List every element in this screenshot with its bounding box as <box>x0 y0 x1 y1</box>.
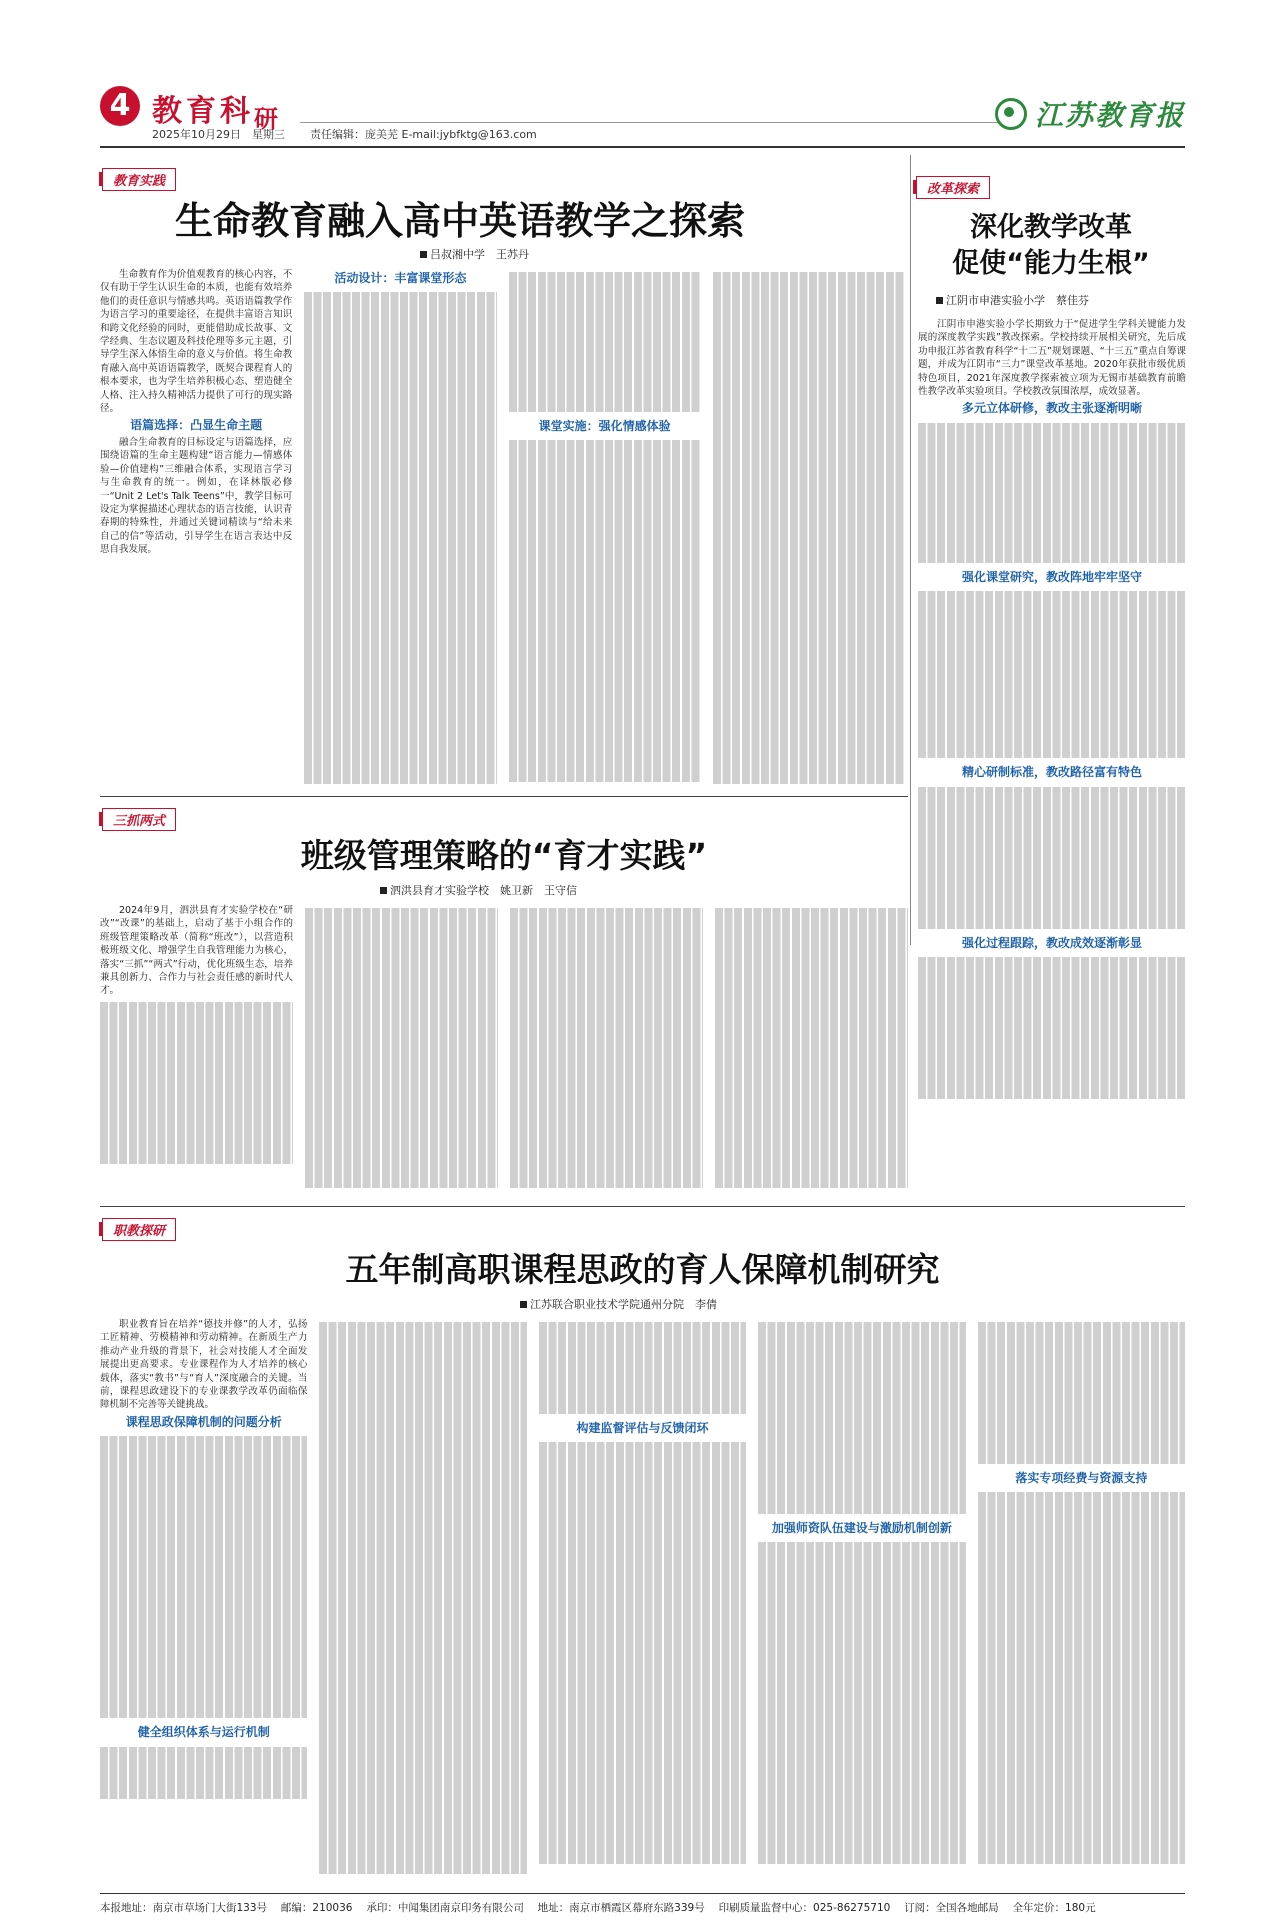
newspaper-logo-icon <box>995 98 1027 130</box>
article3-col-4 <box>715 904 908 1194</box>
article2-col-1 <box>918 318 1186 1180</box>
section-title-sub: 研 <box>254 104 282 133</box>
article4-sub2-text <box>100 1743 307 1803</box>
article3-intro: 2024年9月，泗洪县育才实验学校在“研改”“改课”的基础上，启动了基于小组合作的班级管理策略改革（简称“班改”），以营造积极班级文化、增强学生自我管理能力为核心，落实“三抓”“两式”行动，优化班级生态，培养兼具创新力、合作力与社会责任感的新时代人才。 <box>100 905 293 997</box>
article2-byline-author: 蔡佳芬 <box>1056 294 1089 307</box>
article2-sub4-text <box>918 953 1186 1103</box>
article4-col-2-text <box>319 1318 526 1878</box>
article2-sub1-text <box>918 419 1186 567</box>
article1-sub1-lead: 融合生命教育的目标设定与语篇选择，应围绕语篇的生命主题构建“语言能力—情感体验—价值建构”三维融合体系，实现语言学习与生命教育的统一。例如，在译林版必修一“Unit 2 Let's Talk Teens”中，教学目标可设定为掌握描述心理状态的语言技能，认识青春期的特殊性，并通过关键词精读与“给未来自己的信”等活动，引导学生在语言表达中反思自我发展。 <box>100 436 293 556</box>
article3-byline <box>380 882 577 898</box>
article4-byline <box>520 1296 717 1312</box>
article1-byline-author: 王苏丹 <box>496 248 529 261</box>
section-title-main: 教育科 <box>152 94 254 129</box>
article4-col-4-text-b <box>758 1538 965 1868</box>
footer-printer-address: 地址：南京市栖霞区幕府东路339号 <box>537 1902 705 1914</box>
divider-article1 <box>100 796 908 797</box>
masthead-rule <box>300 122 1000 123</box>
article2-subhead-1: 多元立体研修，教改主张逐渐明晰 <box>961 401 1142 416</box>
byline-marker-icon <box>420 251 427 258</box>
article4-col-5-text-a <box>978 1318 1185 1468</box>
divider-article3 <box>100 1206 1185 1207</box>
editor-contact: 责任编辑：庞美芜 E-mail:jybfktg@163.com <box>310 128 537 141</box>
article2-byline-org: 江阴市申港实验小学 <box>946 294 1045 307</box>
article4-col-4-text-a <box>758 1318 965 1518</box>
article1-intro: 生命教育作为价值观教育的核心内容，不仅有助于学生认识生命的本质，也能有效培养他们的责任意识与情感共鸣。英语语篇教学作为语言学习的重要途径，在提供丰富语言知识和跨文化经验的同时，更能借助成长故事、文学经典、生态议题及科技伦理等多元主题，引导学生深入体悟生命的意义与价值。将生命教育融入高中英语语篇教学，既契合课程育人的根本要求，也为学生培养积极心态、塑造健全人格、注入持久精神活力提供了可行的现实路径。 <box>100 269 293 415</box>
article4-col-1 <box>100 1318 307 1884</box>
article2-subhead-2: 强化课堂研究，教改阵地牢牢坚守 <box>961 569 1142 584</box>
article3-byline-org: 泗洪县育才实验学校 <box>390 884 489 897</box>
article1-subhead-3: 课堂实施：强化情感体验 <box>538 419 671 433</box>
byline-marker-icon <box>520 1301 527 1308</box>
article2-sub3-text <box>918 783 1186 933</box>
article1-headline: 生命教育融入高中英语教学之探索 <box>174 199 745 243</box>
article1-col-3-text-b <box>509 436 701 786</box>
article1-col-3 <box>509 268 701 792</box>
article4-subhead-1: 课程思政保障机制的问题分析 <box>125 1414 282 1429</box>
article1-tag: 教育实践 <box>102 168 176 191</box>
article3-tag: 三抓两式 <box>102 808 176 831</box>
article4-subhead-2: 健全组织体系与运行机制 <box>137 1725 270 1740</box>
column-divider-right <box>910 155 911 945</box>
article2-body <box>918 318 1186 1180</box>
article4-byline-org: 江苏联合职业技术学院通州分院 <box>530 1298 684 1311</box>
article4-byline-author: 李倩 <box>695 1298 717 1311</box>
article4-subhead-5: 落实专项经费与资源支持 <box>1015 1471 1148 1485</box>
article4-col-3-text-b <box>539 1438 746 1868</box>
article1-byline <box>420 246 529 262</box>
article1-col-2-text <box>304 288 496 788</box>
footer-postcode: 邮编：210036 <box>280 1902 353 1914</box>
article3-headline: 班级管理策略的“育才实践” <box>300 836 708 875</box>
article2-subhead-3: 精心研制标准，教改路径富有特色 <box>961 765 1142 780</box>
article1-subhead-1: 语篇选择：凸显生命主题 <box>130 418 263 433</box>
article4-col-3 <box>539 1318 746 1884</box>
section-title <box>152 86 282 133</box>
article2-subhead-4: 强化过程跟踪，教改成效逐渐彰显 <box>961 935 1142 950</box>
article1-byline-org: 吕叔湘中学 <box>430 248 485 261</box>
article4-headline: 五年制高职课程思政的育人保障机制研究 <box>345 1250 940 1289</box>
article2-byline <box>936 292 1089 308</box>
masthead-divider <box>100 146 1185 148</box>
article4-intro: 职业教育旨在培养“德技并修”的人才，弘扬工匠精神、劳模精神和劳动精神。在新质生产力推动产业升级的背景下，社会对技能人才全面发展提出更高要求。专业课程作为人才培养的核心载体，落实“教书”与“育人”深度融合的关键。当前，课程思政建设下的专业课教学改革仍面临保障机制不完善等关键挑战。 <box>100 1319 308 1411</box>
article3-col-1-text <box>100 998 293 1168</box>
footer-price: 全年定价：180元 <box>1012 1902 1096 1914</box>
newspaper-logo-text: 江苏教育报 <box>1034 99 1185 132</box>
article4-subhead-4: 加强师资队伍建设与激励机制创新 <box>771 1521 952 1535</box>
footer-rule <box>100 1893 1185 1894</box>
newspaper-logo <box>995 96 1185 132</box>
article2-headline-line2: 促使“能力生根” <box>952 248 1150 279</box>
article4-col-5 <box>978 1318 1185 1884</box>
article1-col-4 <box>713 268 905 792</box>
footer-subscribe: 订阅：全国各地邮局 <box>904 1902 999 1914</box>
footer-printer: 承印：中闻集团南京印务有限公司 <box>366 1902 524 1914</box>
article2-sub2-text <box>918 587 1186 762</box>
footer-hotline: 印刷质量监督中心：025-86275710 <box>718 1902 891 1914</box>
article2-tag: 改革探索 <box>916 176 990 199</box>
footer <box>100 1900 1185 1915</box>
article1-body <box>100 268 905 792</box>
article3-col-1 <box>100 904 293 1194</box>
article4-col-2 <box>319 1318 526 1884</box>
article4-subhead-3: 构建监督评估与反馈闭环 <box>576 1421 709 1435</box>
article1-col-3-text-a <box>509 268 701 416</box>
article3-col-3 <box>510 904 703 1194</box>
byline-marker-icon <box>936 297 943 304</box>
article1-subhead-2: 活动设计：丰富课堂形态 <box>334 271 467 285</box>
article1-col-2 <box>304 268 496 792</box>
issue-date: 2025年10月29日 星期三 <box>152 128 285 141</box>
article4-body <box>100 1318 1185 1884</box>
article2-headline-line1: 深化教学改革 <box>970 212 1132 243</box>
article3-col-3-text <box>510 904 703 1192</box>
article3-col-2 <box>305 904 498 1194</box>
article4-sub1-text <box>100 1432 307 1722</box>
page-number-badge: 4 <box>100 86 140 126</box>
article3-col-4-text <box>715 904 908 1192</box>
byline-marker-icon <box>380 887 387 894</box>
article1-col-1 <box>100 268 292 792</box>
article4-tag: 职教探研 <box>102 1218 176 1241</box>
article2-intro: 江阴市申港实验小学长期致力于“促进学生学科关键能力发展的深度教学实践”教改探索。学校持续开展相关研究，先后成功申报江苏省教育科学“十二五”规划课题、“十三五”重点自筹课题，并成为江阴市“三力”课堂改革基地。2020年获批市级优质特色项目，2021年深度教学探索被立项为无锡市基础教育前瞻性教学改革实验项目。学校教改氛围浓厚，成效显著。 <box>918 319 1186 398</box>
article3-col-2-text <box>305 904 498 1192</box>
footer-address: 本报地址：南京市草场门大街133号 <box>100 1902 268 1914</box>
article4-col-3-text-a <box>539 1318 746 1418</box>
article4-col-4 <box>758 1318 965 1884</box>
article3-byline-author: 姚卫新 王守信 <box>500 884 577 897</box>
article1-col-4-text <box>713 268 905 788</box>
masthead <box>100 82 1185 142</box>
article2-headline <box>916 210 1186 282</box>
article3-body <box>100 904 908 1194</box>
article4-col-5-text-b <box>978 1488 1185 1868</box>
